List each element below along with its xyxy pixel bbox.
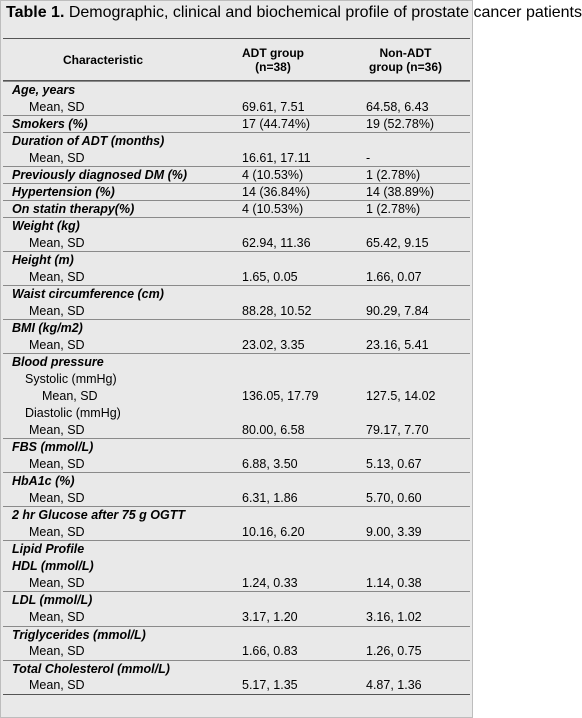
row-adt-value: 88.28, 10.52 [242,303,312,318]
row-adt-value: 80.00, 6.58 [242,422,305,437]
table-row [3,506,470,523]
row-adt-value: 6.31, 1.86 [242,490,298,505]
row-characteristic: 2 hr Glucose after 75 g OGTT [12,508,185,523]
row-nonadt-value: 9.00, 3.39 [366,524,422,539]
header-characteristic: Characteristic [62,52,144,67]
table-row [3,370,470,387]
row-nonadt-value: 1.26, 0.75 [366,644,422,659]
row-adt-value: 3.17, 1.20 [242,609,298,624]
table-row [3,251,470,268]
row-nonadt-value: 1.14, 0.38 [366,575,422,590]
table-row [3,421,470,438]
table-caption [1,1,582,38]
table-row [3,132,470,149]
row-characteristic: Duration of ADT (months) [12,134,165,149]
table-row [3,115,470,132]
row-characteristic: Mean, SD [29,609,85,624]
row-nonadt-value: 90.29, 7.84 [366,303,429,318]
table-row [3,438,470,455]
row-characteristic: Total Cholesterol (mmol/L) [12,661,170,676]
table-row [3,489,470,506]
row-adt-value: 62.94, 11.36 [242,235,311,250]
row-nonadt-value: 65.42, 9.15 [366,235,429,250]
row-adt-value: 23.02, 3.35 [242,337,305,352]
row-nonadt-value: 5.70, 0.60 [366,490,422,505]
table-row [3,626,470,643]
row-characteristic: Mean, SD [29,422,85,437]
row-characteristic: Waist circumference (cm) [12,287,164,302]
row-characteristic: Mean, SD [29,269,85,284]
row-characteristic: Mean, SD [29,456,85,471]
row-nonadt-value: 19 (52.78%) [366,117,435,132]
row-nonadt-value: 4.87, 1.36 [366,678,422,693]
table-caption-text: Demographic, clinical and biochemical profile of prostate cancer patients [64,4,582,21]
table-row [3,660,470,677]
table-row [3,608,470,625]
row-adt-value: 136.05, 17.79 [242,388,319,403]
table-row [3,183,470,200]
row-characteristic: Weight (kg) [12,219,80,234]
row-adt-value: 17 (44.74%) [242,117,311,132]
row-characteristic: Mean, SD [29,575,85,590]
row-adt-value: 5.17, 1.35 [242,678,298,693]
row-characteristic: On statin therapy(%) [12,202,135,217]
row-characteristic: BMI (kg/m2) [12,321,83,336]
row-characteristic: Age, years [12,83,76,97]
table-body [3,81,470,694]
table-row [3,200,470,217]
table-row [3,353,470,370]
header-nonadt-line1: Non-ADT [379,45,432,60]
row-characteristic: Previously diagnosed DM (%) [12,168,188,183]
table-row [3,557,470,574]
row-nonadt-value: 79.17, 7.70 [366,422,429,437]
row-characteristic: Systolic (mmHg) [25,371,117,386]
table-row [3,643,470,660]
row-adt-value: 1.24, 0.33 [242,575,298,590]
header-adt-group [203,39,343,80]
row-characteristic: Mean, SD [29,524,85,539]
row-characteristic: HDL (mmol/L) [12,558,94,573]
row-adt-value: 16.61, 17.11 [242,150,311,165]
row-adt-value: 69.61, 7.51 [242,99,305,114]
row-characteristic: HbA1c (%) [12,474,75,489]
row-nonadt-value: 14 (38.89%) [366,185,435,200]
row-characteristic: Mean, SD [29,678,85,693]
table-row [3,336,470,353]
row-nonadt-value: 127.5, 14.02 [366,388,436,403]
table-row [3,319,470,336]
row-nonadt-value: 64.58, 6.43 [366,99,429,114]
bottom-rule [3,694,470,695]
row-adt-value: 4 (10.53%) [242,202,304,217]
header-adt-line1: ADT group [242,45,304,60]
table-row [3,404,470,421]
row-adt-value: 1.65, 0.05 [242,269,298,284]
row-adt-value: 6.88, 3.50 [242,456,298,471]
table-row [3,540,470,557]
row-nonadt-value: 1 (2.78%) [366,202,421,217]
table-row [3,574,470,591]
table-row [3,234,470,251]
row-adt-value: 10.16, 6.20 [242,524,305,539]
row-characteristic: Hypertension (%) [12,185,115,200]
row-characteristic: Lipid Profile [12,542,85,557]
row-characteristic: Diastolic (mmHg) [25,405,121,420]
table-row [3,387,470,404]
row-characteristic: Mean, SD [29,337,85,352]
row-characteristic: Smokers (%) [12,117,88,132]
row-nonadt-value: 23.16, 5.41 [366,337,429,352]
header-nonadt-line2: group (n=36) [368,59,442,74]
table-row [3,455,470,472]
row-nonadt-value: - [366,150,371,165]
row-characteristic: LDL (mmol/L) [12,593,93,608]
row-characteristic: Blood pressure [12,355,104,370]
row-adt-value: 14 (36.84%) [242,185,311,200]
table-row [3,166,470,183]
row-nonadt-value: 1.66, 0.07 [366,269,422,284]
table-row [3,98,470,115]
table-row [3,523,470,540]
row-nonadt-value: 3.16, 1.02 [366,609,422,624]
table-row [3,302,470,319]
row-adt-value: 1.66, 0.83 [242,644,298,659]
table-row [3,591,470,608]
table-row [3,217,470,234]
row-characteristic: Mean, SD [29,235,85,250]
row-characteristic: Mean, SD [42,388,98,403]
table-header [3,39,470,81]
row-characteristic: FBS (mmol/L) [12,440,94,455]
table-row [3,149,470,166]
table-row [3,81,470,98]
row-characteristic: Triglycerides (mmol/L) [12,627,146,642]
row-characteristic: Mean, SD [29,99,85,114]
table-row [3,677,470,694]
row-characteristic: Mean, SD [29,150,85,165]
table-row [3,285,470,302]
table-caption-label: Table 1. [6,4,65,21]
row-characteristic: Mean, SD [29,644,85,659]
row-characteristic: Mean, SD [29,490,85,505]
header-non-adt-group [343,39,468,80]
row-characteristic: Mean, SD [29,303,85,318]
header-adt-line2: (n=38) [255,59,291,74]
row-characteristic: Height (m) [12,253,74,268]
table-row [3,268,470,285]
table-row [3,472,470,489]
row-adt-value: 4 (10.53%) [242,168,304,183]
row-nonadt-value: 1 (2.78%) [366,168,421,183]
row-nonadt-value: 5.13, 0.67 [366,456,422,471]
